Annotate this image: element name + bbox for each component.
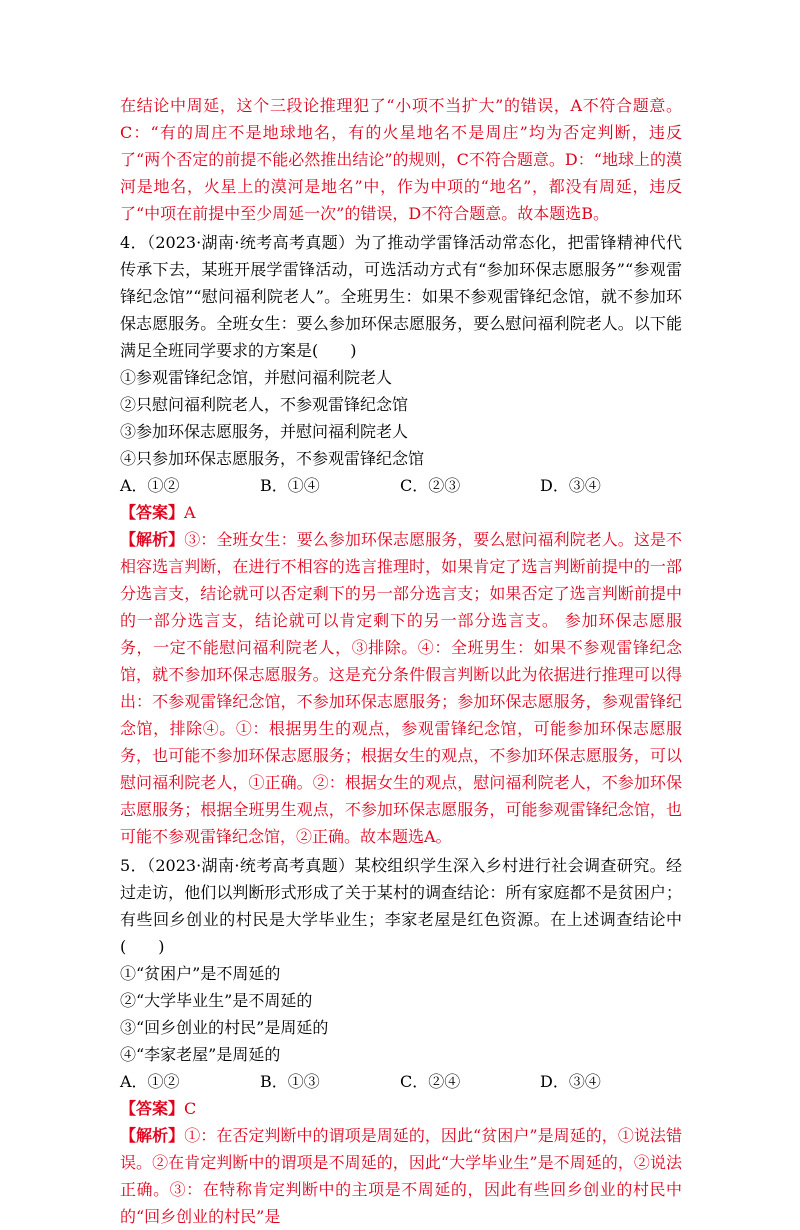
analysis [120, 1122, 682, 1230]
statement-4: ④“李家老屋”是周延的 [120, 1045, 281, 1064]
question-number: 5． [120, 856, 147, 875]
question-4 [120, 229, 682, 850]
statement-3: ③参加环保志愿服务，并慰问福利院老人 [120, 422, 409, 441]
question-source: （2023·湖南·统考高考真题） [146, 233, 355, 252]
statement-1: ①参观雷锋纪念馆，并慰问福利院老人 [120, 368, 393, 387]
question-text: 为了推动学雷锋活动常态化，把雷锋精神代代传承下去，某班开展学雷锋活动，可选活动方式有“参加环保志愿服务”“参观雷锋纪念馆”“慰问福利院老人”。全班男生：如果不参观雷锋纪念馆，就不参加环保志愿服务。全班女生：要么参加环保志愿服务，要么慰问福利院老人。以下能满足全班同学要求的方案是( ) [120, 233, 682, 360]
option-d: D．③④ [540, 1072, 601, 1091]
answer-line [120, 1095, 682, 1122]
analysis-label: 【解析】 [120, 530, 185, 549]
question-4-stem [120, 229, 682, 364]
option-b: B．①④ [260, 476, 320, 495]
option-a: A．①② [120, 476, 180, 495]
previous-analysis: 在结论中周延，这个三段论推理犯了“小项不当扩大”的错误，A不符合题意。C：“有的周庄不是地球地名，有的火星地名不是周庄”均为否定判断，违反了“两个否定的前提不能必然推出结论”的规则，C不符合题意。D：“地球上的漠河是地名，火星上的漠河是地名”中，作为中项的“地名”，都没有周延，违反了“中项在前提中至少周延一次”的错误，D不符合题意。故本题选B。 [120, 96, 682, 223]
option-d: D．③④ [540, 476, 601, 495]
statement-3: ③“回乡创业的村民”是周延的 [120, 1018, 329, 1037]
analysis [120, 526, 682, 850]
option-c: C．②③ [400, 476, 461, 495]
question-source: （2023·湖南·统考高考真题） [146, 856, 355, 875]
answer-options [120, 1068, 682, 1095]
analysis-text: ③：全班女生：要么参加环保志愿服务，要么慰问福利院老人。这是不相容选言判断，在进行不相容的选言推理时，如果肯定了选言判断前提中的一部分选言支，结论就可以否定剩下的另一部分选言支；如果否定了选言判断前提中的一部分选言支，结论就可以肯定剩下的另一部分选言支。 参加环保志愿服务，一定不能慰问福利院老人，③排除。④：全班男生：如果不参观雷锋纪念馆，就不参加环保志愿服务。这是充分条件假言判断以此为依据进行推理可以得出：不参观雷锋纪念馆，不参加环保志愿服务；参加环保志愿服务，参观雷锋纪念馆，排除④。①：根据男生的观点，参观雷锋纪念馆，可能参加环保志愿服务，也可能不参加环保志愿服务；根据女生的观点，不参加环保志愿服务，可以慰问福利院老人，①正确。②：根据女生的观点，慰问福利院老人，不参加环保志愿服务；根据全班男生观点，不参加环保志愿服务，可能参观雷锋纪念馆，也可能不参观雷锋纪念馆，②正确。故本题选A。 [120, 530, 682, 846]
question-number: 4． [120, 233, 147, 252]
document-page [120, 92, 682, 1230]
answer-line [120, 499, 682, 526]
statement-1: ①“贫困户”是不周延的 [120, 964, 281, 983]
question-5-stem [120, 852, 682, 960]
answer-value: A [184, 503, 196, 522]
answer-options [120, 472, 682, 499]
option-a: A．①② [120, 1072, 180, 1091]
option-c: C．②④ [400, 1072, 461, 1091]
answer-label: 【答案】 [120, 503, 185, 522]
answer-label: 【答案】 [120, 1099, 185, 1118]
statement-4: ④只参加环保志愿服务，不参观雷锋纪念馆 [120, 449, 425, 468]
question-5 [120, 852, 682, 1230]
question-text: 某校组织学生深入乡村进行社会调查研究。经过走访，他们以判断形式形成了关于某村的调查结论：所有家庭都不是贫困户；有些回乡创业的村民是大学毕业生；李家老屋是红色资源。在上述调查结论中( ) [120, 856, 682, 956]
answer-value: C [184, 1099, 197, 1118]
statement-2: ②“大学毕业生”是不周延的 [120, 991, 313, 1010]
analysis-label: 【解析】 [120, 1126, 185, 1145]
analysis-text: ①：在否定判断中的谓项是周延的，因此“贫困户”是周延的，①说法错误。②在肯定判断中的谓项是不周延的，因此“大学毕业生”是不周延的，②说法正确。③：在特称肯定判断中的主项是不周延的，因此有些回乡创业的村民中的“回乡创业的村民”是 [120, 1126, 682, 1226]
option-b: B．①③ [260, 1072, 320, 1091]
statement-2: ②只慰问福利院老人，不参观雷锋纪念馆 [120, 395, 409, 414]
